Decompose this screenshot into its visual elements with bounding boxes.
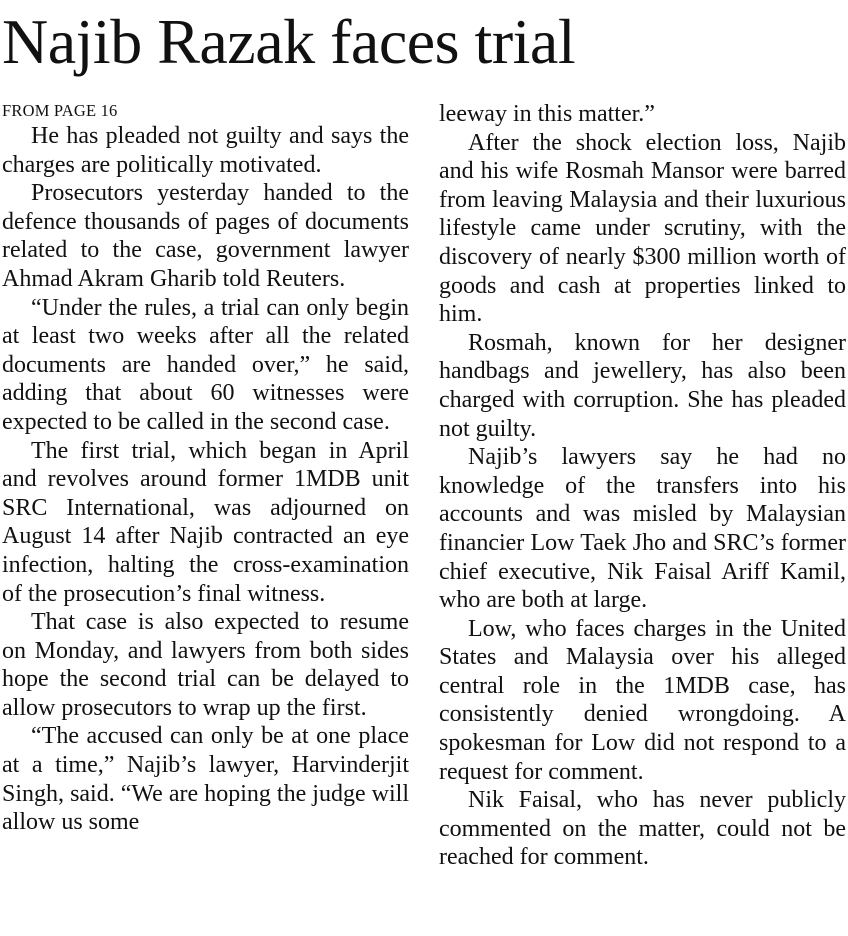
jump-line: FROM PAGE 16 <box>2 101 118 120</box>
paragraph: That case is also expected to resume on Monday, and lawyers from both sides hope the second trial can be delayed to allow prosecutors to wrap up the first. <box>2 609 409 721</box>
paragraph: “Under the rules, a trial can only begin at least two weeks after all the related documents are handed over,” he said, adding that about 60 witnesses were expected to be called in the second case. <box>2 294 409 435</box>
paragraph: Nik Faisal, who has never publicly commented on the matter, could not be reached for comment. <box>439 787 846 871</box>
paragraph: Low, who faces charges in the United States and Malaysia over his alleged central role in the 1MDB case, has consistently denied wrongdoing. A spokesman for Low did not respond to a request for comment. <box>439 615 846 785</box>
paragraph-continuation: leeway in this matter.” <box>439 101 655 127</box>
paragraph: After the shock election loss, Najib and his wife Rosmah Mansor were barred from leaving Malaysia and their luxurious lifestyle came under scrutiny, with the discovery of nearly $300 million worth of goods and cash at properties linked to him. <box>439 129 846 328</box>
article-column-left <box>2 100 409 837</box>
paragraph: He has pleaded not guilty and says the charges are politically motivated. <box>2 123 409 178</box>
paragraph: Najib’s lawyers say he had no knowledge of the transfers into his accounts and was misled by Malaysian financier Low Taek Jho and SRC’s former chief executive, Nik Faisal Ariff Kamil, who are both at large. <box>439 444 846 614</box>
paragraph: The first trial, which began in April and revolves around former 1MDB unit SRC International, was adjourned on August 14 after Najib contracted an eye infection, halting the cross-examination of the prosecution’s final witness. <box>2 437 409 607</box>
paragraph: Rosmah, known for her designer handbags and jewellery, has also been charged with corruption. She has pleaded not guilty. <box>439 329 846 442</box>
paragraph: “The accused can only be at one place at a time,” Najib’s lawyer, Harvinderjit Singh, said. “We are hoping the judge will allow us some <box>2 723 409 836</box>
headline: Najib Razak faces trial <box>2 6 576 77</box>
paragraph: Prosecutors yesterday handed to the defence thousands of pages of documents related to the case, government lawyer Ahmad Akram Gharib told Reuters. <box>2 180 409 292</box>
article-column-right <box>439 100 846 872</box>
